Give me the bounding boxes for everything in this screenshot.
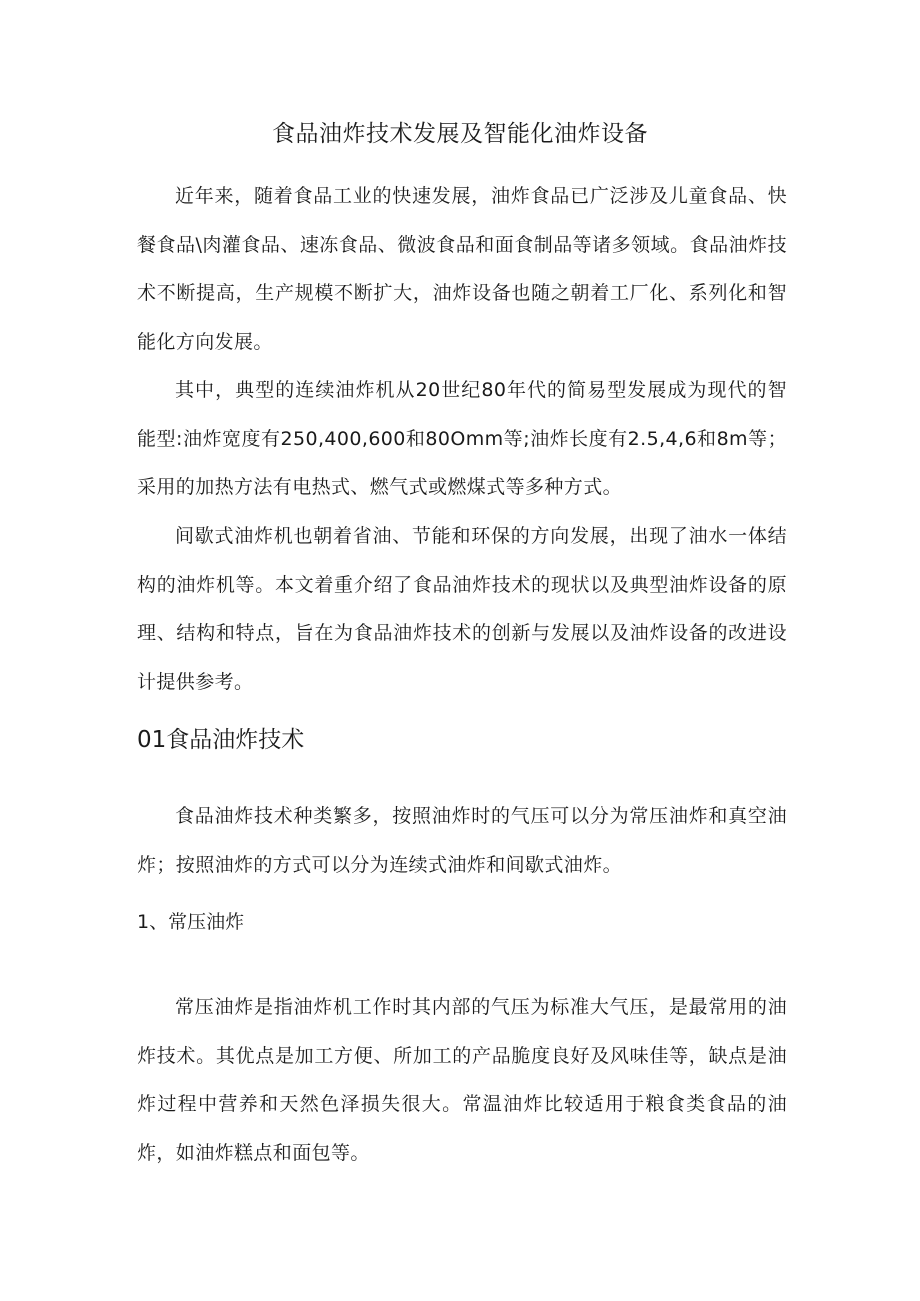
section-paragraph: 食品油炸技术种类繁多，按照油炸时的气压可以分为常压油炸和真空油炸；按照油炸的方式可以分为连续式油炸和间歇式油炸。 (137, 805, 787, 876)
intro-paragraph-1: 近年来，随着食品工业的快速发展，油炸食品已广泛涉及儿童食品、快餐食品\肉灌食品、速冻食品、微波食品和面食制品等诸多领域。食品油炸技术不断提高，生产规模不断扩大，油炸设备也随之朝着工厂化、系列化和智能化方向发展。 (137, 185, 787, 353)
intro-paragraph-2: 其中，典型的连续油炸机从20世纪80年代的简易型发展成为现代的智能型:油炸宽度有250,400,600和80Omm等;油炸长度有2.5,4,6和8m等；采用的加热方法有电热式、燃气式或燃煤式等多种方式。 (137, 379, 787, 498)
intro-paragraph-3: 间歇式油炸机也朝着省油、节能和环保的方向发展，出现了油水一体结构的油炸机等。本文着重介绍了食品油炸技术的现状以及典型油炸设备的原理、结构和特点，旨在为食品油炸技术的创新与发展以及油炸设备的改进设计提供参考。 (137, 525, 787, 693)
document-title: 食品油炸技术发展及智能化油炸设备 (272, 121, 648, 147)
subsection-paragraph: 常压油炸是指油炸机工作时其内部的气压为标准大气压，是最常用的油炸技术。其优点是加工方便、所加工的产品脆度良好及风味佳等，缺点是油炸过程中营养和天然色泽损失很大。常温油炸比较适用于粮食类食品的油炸，如油炸糕点和面包等。 (137, 996, 787, 1164)
subsection-heading: 1、常压油炸 (137, 911, 245, 933)
section-heading: 01食品油炸技术 (137, 727, 305, 753)
